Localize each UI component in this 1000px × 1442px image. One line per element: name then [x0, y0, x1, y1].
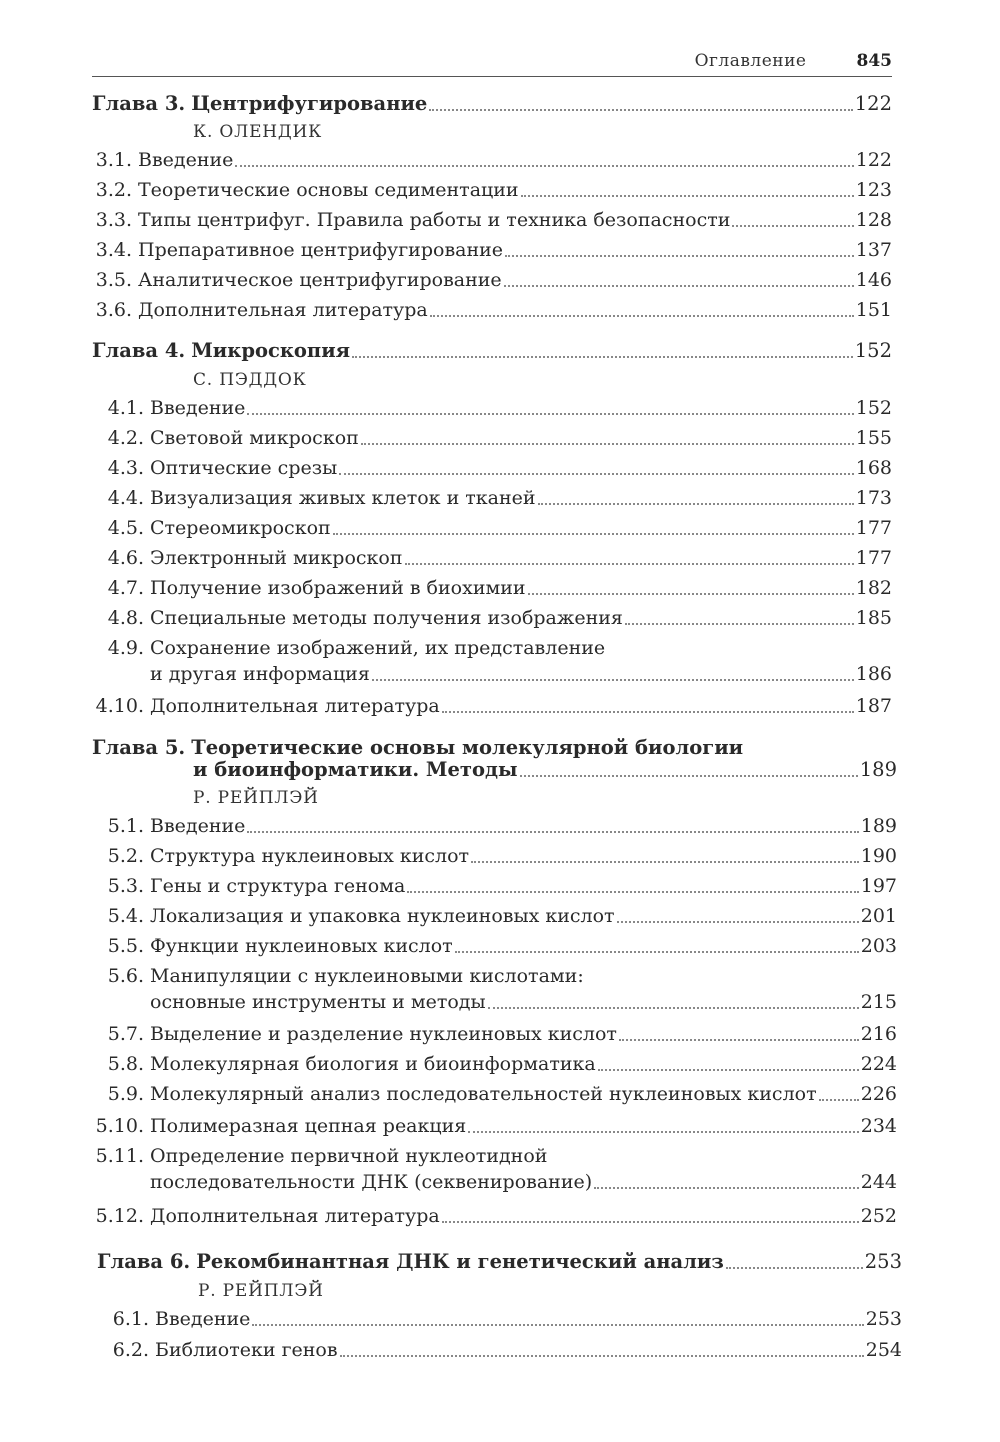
chapter-author: К. ОЛЕНДИК [193, 122, 323, 142]
section-number: 3.6. [95, 299, 132, 321]
chapter-title-line-2: и биоинформатики. Методы [193, 758, 518, 781]
dot-leader [361, 443, 854, 445]
dot-leader [340, 1355, 864, 1357]
section-page: 203 [860, 935, 897, 957]
section-page: 252 [860, 1205, 897, 1227]
section-title: Локализация и упаковка нуклеиновых кислот [150, 905, 615, 927]
section-title: Световой микроскоп [150, 427, 359, 449]
section-title: Структура нуклеиновых кислот [150, 845, 470, 867]
section-page: 216 [860, 1023, 897, 1045]
section-page: 197 [860, 875, 897, 897]
section-page: 187 [855, 695, 892, 717]
dot-leader [594, 1187, 859, 1189]
section-entry[interactable] [92, 1080, 897, 1108]
dot-leader [819, 1099, 859, 1101]
section-title: Теоретические основы седиментации [138, 179, 519, 201]
section-title: Дополнительная литература [150, 1205, 440, 1227]
chapter-author: Р. РЕЙПЛЭЙ [193, 788, 319, 808]
section-number: 4.3. [107, 457, 144, 479]
dot-leader [455, 951, 859, 953]
dot-leader [528, 593, 854, 595]
section-number: 4.1. [107, 397, 144, 419]
section-entry[interactable] [92, 544, 892, 572]
section-title: Специальные методы получения изображения [150, 607, 623, 629]
dot-leader [407, 891, 858, 893]
section-page: 226 [860, 1083, 897, 1105]
dot-leader [504, 285, 854, 287]
section-entry[interactable] [92, 146, 892, 174]
section-page: 186 [855, 663, 892, 685]
dot-leader [468, 1131, 858, 1133]
section-entry[interactable] [92, 902, 897, 930]
section-page: 254 [865, 1339, 902, 1361]
section-page: 123 [855, 179, 892, 201]
section-number: 4.4. [107, 487, 144, 509]
section-page: 234 [860, 1115, 897, 1137]
section-title-line-2: последовательности ДНК (секвенирование) [150, 1171, 593, 1193]
section-title: Молекулярная биология и биоинформатика [150, 1053, 596, 1075]
section-page: 244 [860, 1171, 897, 1193]
chapter-heading[interactable] [92, 90, 892, 118]
section-page: 190 [860, 845, 897, 867]
dot-leader [619, 1039, 859, 1041]
chapter-page: 152 [854, 339, 892, 362]
section-page: 151 [855, 299, 892, 321]
section-entry[interactable] [92, 424, 892, 452]
section-number: 5.10. [95, 1115, 144, 1137]
chapter-title: Рекомбинантная ДНК и генетический анализ [196, 1250, 724, 1273]
section-page: 201 [860, 905, 897, 927]
chapter-page: 253 [864, 1250, 902, 1273]
dot-leader [625, 623, 854, 625]
section-title: Введение [155, 1308, 251, 1330]
section-page: 155 [855, 427, 892, 449]
dot-leader [442, 711, 854, 713]
dot-leader [505, 255, 854, 257]
section-number: 4.2. [107, 427, 144, 449]
section-number: 3.3. [95, 209, 132, 231]
section-page: 146 [855, 269, 892, 291]
chapter-page: 189 [859, 758, 897, 781]
section-entry[interactable] [92, 1020, 897, 1048]
section-title: Введение [138, 149, 234, 171]
section-entry[interactable] [92, 296, 892, 324]
section-title: Введение [150, 815, 246, 837]
chapter-heading-continued[interactable] [193, 756, 897, 784]
chapter-label: Глава 5. [92, 736, 186, 759]
dot-leader [471, 861, 859, 863]
section-entry[interactable] [97, 1305, 902, 1333]
section-number: 5.6. [107, 965, 144, 987]
chapter-label: Глава 4. [92, 339, 186, 362]
section-page: 173 [855, 487, 892, 509]
section-number: 5.9. [107, 1083, 144, 1105]
section-entry[interactable] [92, 236, 892, 264]
section-number: 5.4. [107, 905, 144, 927]
section-number: 5.7. [107, 1023, 144, 1045]
section-number: 5.11. [95, 1145, 144, 1167]
section-entry[interactable] [92, 872, 897, 900]
section-number: 4.5. [107, 517, 144, 539]
section-title: Препаративное центрифугирование [138, 239, 504, 261]
section-entry[interactable] [92, 454, 892, 482]
chapter-author: С. ПЭДДОК [193, 370, 307, 390]
dot-leader [538, 503, 854, 505]
dot-leader [520, 775, 858, 777]
section-number: 3.2. [95, 179, 132, 201]
section-title: Электронный микроскоп [150, 547, 403, 569]
section-title: Дополнительная литература [150, 695, 440, 717]
section-page: 253 [865, 1308, 902, 1330]
dot-leader [235, 165, 853, 167]
chapter-heading[interactable] [97, 1248, 902, 1276]
dot-leader [488, 1007, 859, 1009]
chapter-label: Глава 3. [92, 92, 186, 115]
section-entry[interactable] [92, 484, 892, 512]
section-title: Манипуляции с нуклеиновыми кислотами: [150, 965, 584, 987]
section-number: 5.12. [95, 1205, 144, 1227]
section-page: 177 [855, 517, 892, 539]
section-number: 5.2. [107, 845, 144, 867]
section-number: 5.5. [107, 935, 144, 957]
section-number: 6.2. [112, 1339, 149, 1361]
section-entry[interactable] [92, 634, 605, 662]
running-header-title: Оглавление [694, 51, 807, 71]
section-number: 5.1. [107, 815, 144, 837]
chapter-title: Теоретические основы молекулярной биологии [191, 736, 744, 759]
section-number: 6.1. [112, 1308, 149, 1330]
chapter-title: Микроскопия [191, 339, 351, 362]
section-page: 185 [855, 607, 892, 629]
dot-leader [732, 225, 853, 227]
section-title-line-2: и другая информация [150, 663, 370, 685]
dot-leader [339, 473, 854, 475]
section-title-line-2: основные инструменты и методы [150, 991, 486, 1013]
section-number: 4.10. [95, 695, 144, 717]
section-entry[interactable] [92, 1142, 547, 1170]
section-title: Визуализация живых клеток и тканей [150, 487, 536, 509]
dot-leader [247, 831, 858, 833]
section-page: 224 [860, 1053, 897, 1075]
section-entry[interactable] [92, 962, 584, 990]
section-entry[interactable] [92, 394, 892, 422]
section-title: Гены и структура генома [150, 875, 406, 897]
section-entry[interactable] [92, 812, 897, 840]
section-title: Молекулярный анализ последовательностей нуклеиновых кислот [150, 1083, 817, 1105]
dot-leader [252, 1324, 863, 1326]
section-number: 4.7. [107, 577, 144, 599]
dot-leader [429, 109, 852, 111]
section-page: 182 [855, 577, 892, 599]
section-page: 168 [855, 457, 892, 479]
dot-leader [521, 195, 854, 197]
section-number: 3.5. [95, 269, 132, 291]
section-page: 137 [855, 239, 892, 261]
section-number: 3.1. [95, 149, 132, 171]
chapter-label: Глава 6. [97, 1250, 191, 1273]
section-title: Дополнительная литература [138, 299, 428, 321]
dot-leader [247, 413, 853, 415]
section-entry-continued[interactable] [150, 988, 897, 1016]
section-entry-continued[interactable] [150, 660, 892, 688]
section-entry[interactable] [92, 1202, 897, 1230]
chapter-title: Центрифугирование [191, 92, 428, 115]
section-page: 189 [860, 815, 897, 837]
section-entry[interactable] [92, 574, 892, 602]
section-number: 5.8. [107, 1053, 144, 1075]
section-title: Библиотеки генов [155, 1339, 338, 1361]
section-entry[interactable] [92, 692, 892, 720]
section-entry[interactable] [92, 176, 892, 204]
section-title: Определение первичной нуклеотидной [150, 1145, 548, 1167]
section-entry[interactable] [92, 514, 892, 542]
dot-leader [352, 356, 853, 358]
dot-leader [333, 533, 854, 535]
section-title: Сохранение изображений, их представление [150, 637, 606, 659]
section-entry[interactable] [92, 206, 892, 234]
section-number: 3.4. [95, 239, 132, 261]
section-page: 177 [855, 547, 892, 569]
section-number: 4.6. [107, 547, 144, 569]
section-page: 152 [855, 397, 892, 419]
chapter-page: 122 [854, 92, 892, 115]
section-entry[interactable] [92, 1112, 897, 1140]
section-number: 5.3. [107, 875, 144, 897]
section-title: Введение [150, 397, 246, 419]
section-entry[interactable] [92, 1050, 897, 1078]
section-title: Стереомикроскоп [150, 517, 331, 539]
dot-leader [726, 1267, 863, 1269]
section-page: 215 [860, 991, 897, 1013]
section-entry[interactable] [97, 1336, 902, 1364]
dot-leader [598, 1069, 859, 1071]
dot-leader [442, 1221, 859, 1223]
section-title: Аналитическое центрифугирование [138, 269, 502, 291]
chapter-heading[interactable] [92, 337, 892, 365]
section-entry-continued[interactable] [150, 1168, 897, 1196]
page-number: 845 [856, 51, 892, 71]
section-title: Типы центрифуг. Правила работы и техника безопасности [138, 209, 731, 231]
section-entry[interactable] [92, 604, 892, 632]
dot-leader [430, 315, 854, 317]
dot-leader [617, 921, 859, 923]
section-title: Получение изображений в биохимии [150, 577, 526, 599]
section-entry[interactable] [92, 932, 897, 960]
section-entry[interactable] [92, 266, 892, 294]
chapter-author: Р. РЕЙПЛЭЙ [198, 1281, 324, 1301]
section-title: Оптические срезы [150, 457, 338, 479]
section-entry[interactable] [92, 842, 897, 870]
section-title: Полимеразная цепная реакция [150, 1115, 467, 1137]
section-page: 122 [855, 149, 892, 171]
section-title: Выделение и разделение нуклеиновых кислот [150, 1023, 617, 1045]
section-number: 4.9. [107, 637, 144, 659]
section-title: Функции нуклеиновых кислот [150, 935, 453, 957]
section-page: 128 [855, 209, 892, 231]
dot-leader [405, 563, 854, 565]
section-number: 4.8. [107, 607, 144, 629]
dot-leader [372, 679, 854, 681]
